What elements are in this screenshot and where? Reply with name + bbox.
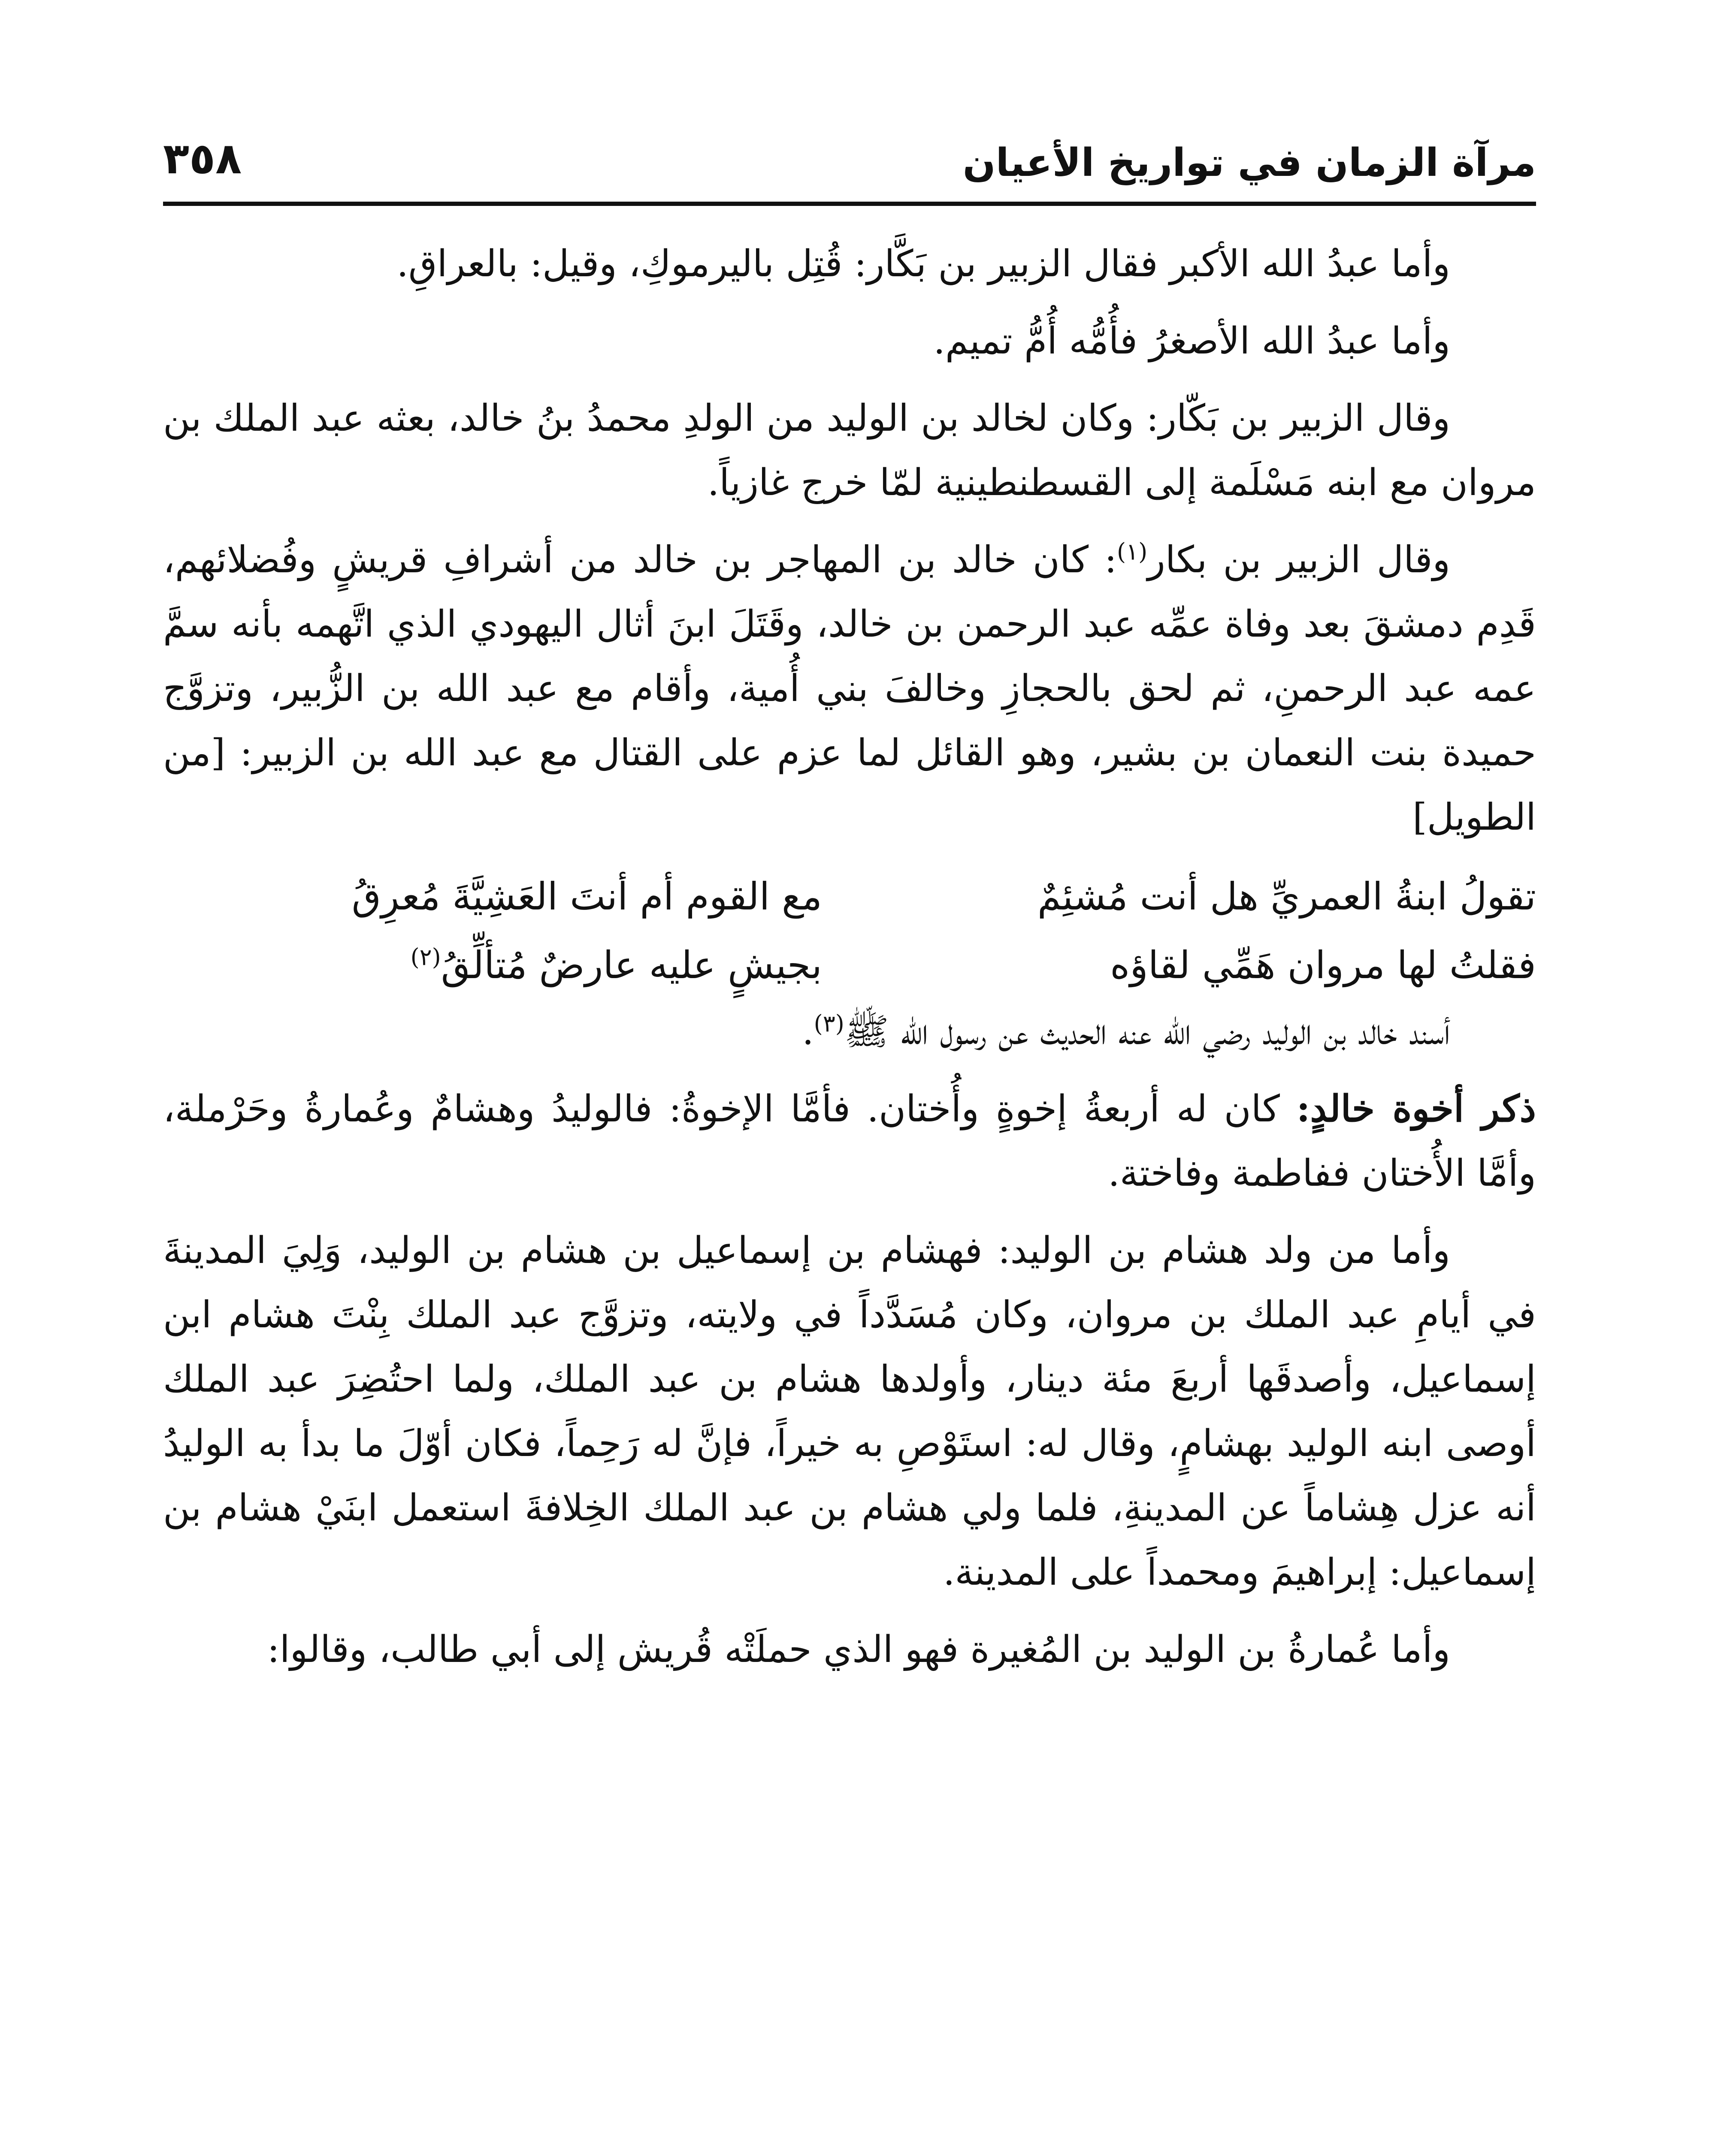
verse-hemistich-right: تقولُ ابنةُ العمريِّ هل أنت مُشئِمٌ [1037,874,1536,918]
paragraph: وأما عبدُ الله الأكبر فقال الزبير بن بَكَّار: قُتِل باليرموكِ، وقيل: بالعراقِ. [396,242,1450,285]
verse-line [163,862,1536,931]
paragraph: وأما عبدُ الله الأصغرُ فأُمُّه أُمُّ تميم. [933,320,1450,363]
footnote-ref: (٣) [814,1010,844,1037]
main-text [163,232,1536,1695]
verse-hemistich-right: فقلتُ لها مروان هَمِّي لقاؤه [1110,943,1536,987]
verse-hemistich-left: مع القوم أم أنتَ العَشِيَّةَ مُعرِقُ [351,874,822,918]
paragraph: وقال الزبير بن بَكّار: وكان لخالد بن الوليد من الولدِ محمدُ بنُ خالد، بعثه عبد الملك بن مروان مع ابنه مَسْلَمة إلى القسطنطينية لمّا خرج غازياً. [163,397,1536,504]
verse-text: بجيشٍ عليه عارضٌ مُتألِّقُ [441,943,822,987]
paragraph-text: أسند خالد بن الوليد رضي الله عنه الحديث عن رسول الله ﷺ [844,1010,1450,1053]
paragraph: وأما من ولد هشام بن الوليد: فهشام بن إسماعيل بن هشام بن الوليد، وَلِيَ المدينةَ في أيامِ عبد الملك بن مروان، وكان مُسَدَّداً في ولايته، وتزوَّج عبد الملك بِنْتَ هشام ابن إسماعيل، وأصدقَها أربعَ مئة دينار، وأولدها هشام بن عبد الملك، ولما احتُضِرَ عبد الملك أوصى ابنه الوليد بهشامٍ، وقال له: استَوْصِ به خيراً، فإنَّ له رَحِماً، فكان أوّلَ ما بدأ به الوليدُ أنه عزل هِشاماً عن المدينةِ، فلما ولي هشام بن عبد الملك الخِلافةَ استعمل ابنَيْ هشام بن إسماعيل: إبراهيمَ ومحمداً على المدينة. [163,1229,1536,1594]
paragraph [163,528,1536,849]
paragraph [163,1077,1536,1205]
running-header [163,129,1536,197]
footnote-ref: (١) [1117,538,1148,565]
paragraph: أسند خالد بن الوليد رضي الله عنه الحديث عن رسول الله ﷺ$^{(٣)}$. [802,1010,1450,1053]
paragraph-text: كان له أربعةُ إخوةٍ وأُختان. فأمَّا الإخوةُ: فالوليدُ وهشامٌ وعُمارةُ وحَرْملة، وأمَّا الأُختان ففاطمة وفاختة. [163,1088,1536,1195]
paragraph: وأما عُمارةُ بن الوليد بن المُغيرة فهو الذي حملَتْه قُريش إلى أبي طالب، وقالوا: [267,1628,1450,1671]
page-number: ٣٥٨ [163,133,242,184]
paragraph-text: وقال الزبير بن بكار [1147,538,1450,581]
verse-hemistich-left [163,931,822,1000]
header-rule [163,202,1536,206]
paragraph-text: : كان خالد بن المهاجر بن خالد من أشرافِ قريشٍ وفُضلائهم، قَدِم دمشقَ بعد وفاة عمِّه عبد الرحمن بن خالد، وقَتَلَ ابنَ أثال اليهودي الذي اتَّهمه بأنه سمَّ عمه عبد الرحمنِ، ثم لحق بالحجازِ وخالفَ بني أُمية، وأقام مع عبد الله بن الزُّبير، وتزوَّج حميدة بنت النعمان بن بشير، وهو القائل لما عزم على القتال مع عبد الله بن الزبير: [من الطويل] [163,538,1536,839]
book-title: مرآة الزمان في تواريخ الأعيان [962,140,1536,185]
footnote-ref: (٢) [410,943,441,971]
verse-line [163,931,1536,1000]
section-heading: ذكر أخوة خالدٍ: [1296,1087,1536,1130]
